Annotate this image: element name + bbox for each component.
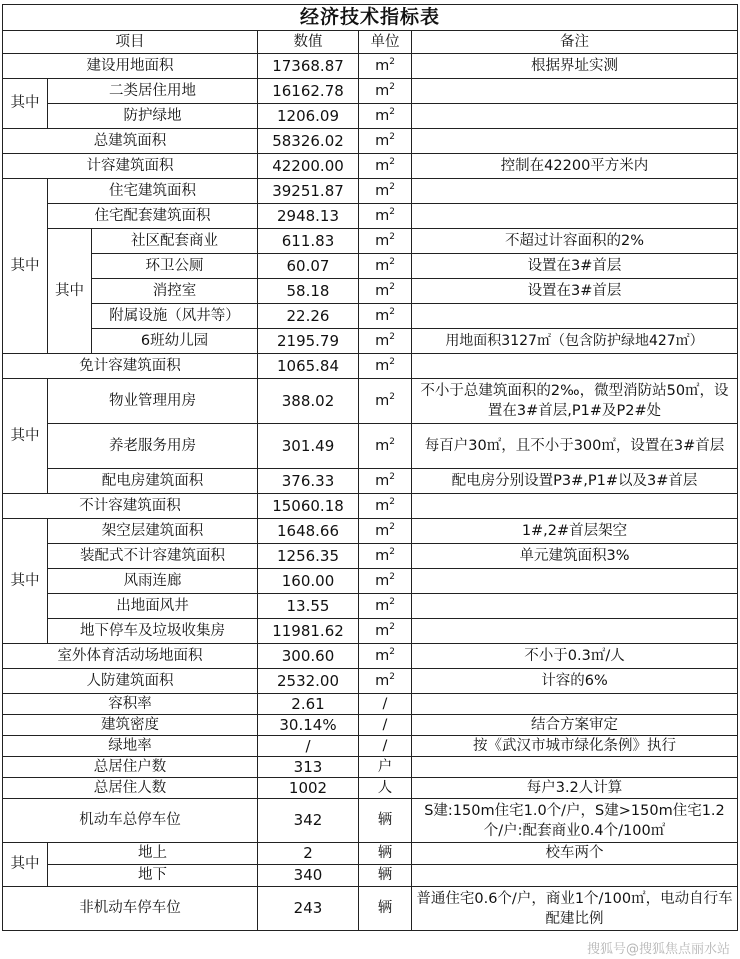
- table-row: [3, 887, 738, 931]
- row-unit: 户: [359, 757, 412, 778]
- unit-m2: $m^2$: [359, 179, 412, 204]
- row-label: 防护绿地: [48, 104, 258, 129]
- unit-m2: $m^2$: [359, 644, 412, 669]
- table-row: [3, 644, 738, 669]
- row-label: 社区配套商业: [92, 229, 258, 254]
- economic-indicator-table: [2, 4, 738, 931]
- row-unit: 人: [359, 778, 412, 799]
- table-row: [3, 669, 738, 694]
- table-row: [3, 254, 738, 279]
- table-row: [3, 154, 738, 179]
- table-title: 经济技术指标表: [3, 5, 738, 31]
- table-row: [3, 715, 738, 736]
- unit-m2: $m^2$: [359, 354, 412, 379]
- table-row: [3, 519, 738, 544]
- unit-m2: $m^2$: [359, 304, 412, 329]
- row-unit: /: [359, 715, 412, 736]
- row-label: 建设用地面积: [3, 54, 258, 79]
- unit-m2: $m^2$: [359, 279, 412, 304]
- unit-m2: $m^2$: [359, 494, 412, 519]
- title-row: [3, 5, 738, 31]
- row-unit: /: [359, 736, 412, 757]
- table-row: [3, 694, 738, 715]
- row-remark: [412, 179, 738, 204]
- header-value: 数值: [258, 31, 359, 54]
- row-label: 出地面风井: [48, 594, 258, 619]
- unit-m2: $m^2$: [359, 104, 412, 129]
- row-remark: 根据界址实测: [412, 54, 738, 79]
- table-row: [3, 54, 738, 79]
- unit-m2: $m^2$: [359, 229, 412, 254]
- row-value: 22.26: [258, 304, 359, 329]
- row-remark: [412, 129, 738, 154]
- row-unit: 辆: [359, 799, 412, 843]
- row-remark: S建:150m住宅1.0个/户，S建>150m住宅1.2个/户:配套商业0.4个/100㎡: [412, 799, 738, 843]
- row-value: 13.55: [258, 594, 359, 619]
- row-value: 17368.87: [258, 54, 359, 79]
- unit-m2: $m^2$: [359, 519, 412, 544]
- row-value: 388.02: [258, 379, 359, 424]
- row-value: 2: [258, 843, 359, 865]
- table-row: [3, 379, 738, 424]
- row-value: 58.18: [258, 279, 359, 304]
- row-label: 容积率: [3, 694, 258, 715]
- row-label: 风雨连廊: [48, 569, 258, 594]
- row-value: 300.60: [258, 644, 359, 669]
- row-unit: 辆: [359, 865, 412, 887]
- table-row: [3, 79, 738, 104]
- table-row: [3, 304, 738, 329]
- row-remark: [412, 594, 738, 619]
- row-label: 住宅建筑面积: [48, 179, 258, 204]
- row-remark: 用地面积3127㎡（包含防护绿地427㎡）: [412, 329, 738, 354]
- row-unit: /: [359, 694, 412, 715]
- watermark: 搜狐号@搜狐焦点丽水站: [586, 942, 730, 957]
- row-remark: 设置在3#首层: [412, 279, 738, 304]
- row-label: 总居住户数: [3, 757, 258, 778]
- unit-m2: $m^2$: [359, 154, 412, 179]
- unit-m2: $m^2$: [359, 54, 412, 79]
- table-row: [3, 279, 738, 304]
- row-value: 2.61: [258, 694, 359, 715]
- sub-label: 其中: [3, 179, 48, 354]
- table-row: [3, 469, 738, 494]
- row-label: 养老服务用房: [48, 424, 258, 469]
- row-label: 总建筑面积: [3, 129, 258, 154]
- row-remark: [412, 354, 738, 379]
- table-row: [3, 757, 738, 778]
- row-label: 二类居住用地: [48, 79, 258, 104]
- table-row: [3, 229, 738, 254]
- row-remark: [412, 694, 738, 715]
- row-value: 15060.18: [258, 494, 359, 519]
- sub-label: 其中: [3, 843, 48, 887]
- row-value: 1648.66: [258, 519, 359, 544]
- header-item: 项目: [3, 31, 258, 54]
- row-label: 地下停车及垃圾收集房: [48, 619, 258, 644]
- row-label: 物业管理用房: [48, 379, 258, 424]
- row-label: 配电房建筑面积: [48, 469, 258, 494]
- sub-label: 其中: [3, 379, 48, 494]
- table-row: [3, 329, 738, 354]
- row-value: 30.14%: [258, 715, 359, 736]
- unit-m2: $m^2$: [359, 569, 412, 594]
- row-value: 342: [258, 799, 359, 843]
- table-row: [3, 354, 738, 379]
- row-value: 39251.87: [258, 179, 359, 204]
- row-value: 2195.79: [258, 329, 359, 354]
- unit-m2: $m^2$: [359, 669, 412, 694]
- row-value: 611.83: [258, 229, 359, 254]
- row-value: 60.07: [258, 254, 359, 279]
- unit-m2: $m^2$: [359, 329, 412, 354]
- unit-m2: $m^2$: [359, 619, 412, 644]
- row-remark: 配电房分别设置P3#,P1#以及3#首层: [412, 469, 738, 494]
- row-value: 16162.78: [258, 79, 359, 104]
- table-row: [3, 544, 738, 569]
- table-row: [3, 736, 738, 757]
- row-label: 人防建筑面积: [3, 669, 258, 694]
- table-row: [3, 843, 738, 865]
- row-label: 装配式不计容建筑面积: [48, 544, 258, 569]
- row-value: 1256.35: [258, 544, 359, 569]
- row-value: 1065.84: [258, 354, 359, 379]
- unit-m2: $m^2$: [359, 469, 412, 494]
- row-label: 附属设施（风井等）: [92, 304, 258, 329]
- row-remark: 设置在3#首层: [412, 254, 738, 279]
- row-remark: 按《武汉市城市绿化条例》执行: [412, 736, 738, 757]
- table-row: [3, 129, 738, 154]
- unit-m2: $m^2$: [359, 594, 412, 619]
- row-value: 1002: [258, 778, 359, 799]
- table-row: [3, 424, 738, 469]
- row-value: 160.00: [258, 569, 359, 594]
- row-remark: [412, 79, 738, 104]
- table-row: [3, 494, 738, 519]
- unit-m2: $m^2$: [359, 79, 412, 104]
- table-row: [3, 799, 738, 843]
- row-remark: 每户3.2人计算: [412, 778, 738, 799]
- row-remark: [412, 569, 738, 594]
- table-row: [3, 778, 738, 799]
- row-label: 非机动车停车位: [3, 887, 258, 931]
- unit-m2: $m^2$: [359, 129, 412, 154]
- row-label: 架空层建筑面积: [48, 519, 258, 544]
- row-label: 环卫公厕: [92, 254, 258, 279]
- unit-m2: $m^2$: [359, 379, 412, 424]
- table-row: [3, 865, 738, 887]
- row-remark: [412, 204, 738, 229]
- row-remark: [412, 619, 738, 644]
- row-remark: [412, 865, 738, 887]
- header-remark: 备注: [412, 31, 738, 54]
- unit-m2: $m^2$: [359, 424, 412, 469]
- row-remark: 不小于0.3㎡/人: [412, 644, 738, 669]
- row-label: 不计容建筑面积: [3, 494, 258, 519]
- row-remark: 控制在42200平方米内: [412, 154, 738, 179]
- row-value: 340: [258, 865, 359, 887]
- row-remark: [412, 104, 738, 129]
- row-label: 地下: [48, 865, 258, 887]
- row-label: 总居住人数: [3, 778, 258, 799]
- row-label: 建筑密度: [3, 715, 258, 736]
- row-label: 6班幼儿园: [92, 329, 258, 354]
- sub-label: 其中: [48, 229, 92, 354]
- unit-m2: $m^2$: [359, 544, 412, 569]
- row-remark: 校车两个: [412, 843, 738, 865]
- row-value: 301.49: [258, 424, 359, 469]
- row-unit: 辆: [359, 843, 412, 865]
- row-label: 消控室: [92, 279, 258, 304]
- row-label: 住宅配套建筑面积: [48, 204, 258, 229]
- sub-label: 其中: [3, 79, 48, 129]
- row-label: 计容建筑面积: [3, 154, 258, 179]
- unit-m2: $m^2$: [359, 204, 412, 229]
- row-remark: 不小于总建筑面积的2‰，微型消防站50㎡，设置在3#首层,P1#及P2#处: [412, 379, 738, 424]
- unit-m2: $m^2$: [359, 254, 412, 279]
- table-row: [3, 569, 738, 594]
- row-remark: [412, 757, 738, 778]
- row-remark: 单元建筑面积3%: [412, 544, 738, 569]
- header-unit: 单位: [359, 31, 412, 54]
- table-row: [3, 179, 738, 204]
- row-value: 2948.13: [258, 204, 359, 229]
- row-value: 11981.62: [258, 619, 359, 644]
- row-value: 42200.00: [258, 154, 359, 179]
- row-remark: 结合方案审定: [412, 715, 738, 736]
- row-remark: [412, 304, 738, 329]
- row-remark: 计容的6%: [412, 669, 738, 694]
- row-label: 绿地率: [3, 736, 258, 757]
- row-label: 室外体育活动场地面积: [3, 644, 258, 669]
- row-label: 地上: [48, 843, 258, 865]
- row-remark: 不超过计容面积的2%: [412, 229, 738, 254]
- row-remark: 1#,2#首层架空: [412, 519, 738, 544]
- header-row: [3, 31, 738, 54]
- row-remark: 每百户30㎡，且不小于300㎡，设置在3#首层: [412, 424, 738, 469]
- row-value: 243: [258, 887, 359, 931]
- row-label: 机动车总停车位: [3, 799, 258, 843]
- row-remark: [412, 494, 738, 519]
- sub-label: 其中: [3, 519, 48, 644]
- row-value: /: [258, 736, 359, 757]
- row-value: 1206.09: [258, 104, 359, 129]
- table-row: [3, 104, 738, 129]
- row-value: 58326.02: [258, 129, 359, 154]
- row-label: 免计容建筑面积: [3, 354, 258, 379]
- row-remark: 普通住宅0.6个/户，商业1个/100㎡，电动自行车配建比例: [412, 887, 738, 931]
- table-row: [3, 594, 738, 619]
- table-row: [3, 204, 738, 229]
- row-value: 313: [258, 757, 359, 778]
- row-value: 2532.00: [258, 669, 359, 694]
- table-row: [3, 619, 738, 644]
- row-unit: 辆: [359, 887, 412, 931]
- row-value: 376.33: [258, 469, 359, 494]
